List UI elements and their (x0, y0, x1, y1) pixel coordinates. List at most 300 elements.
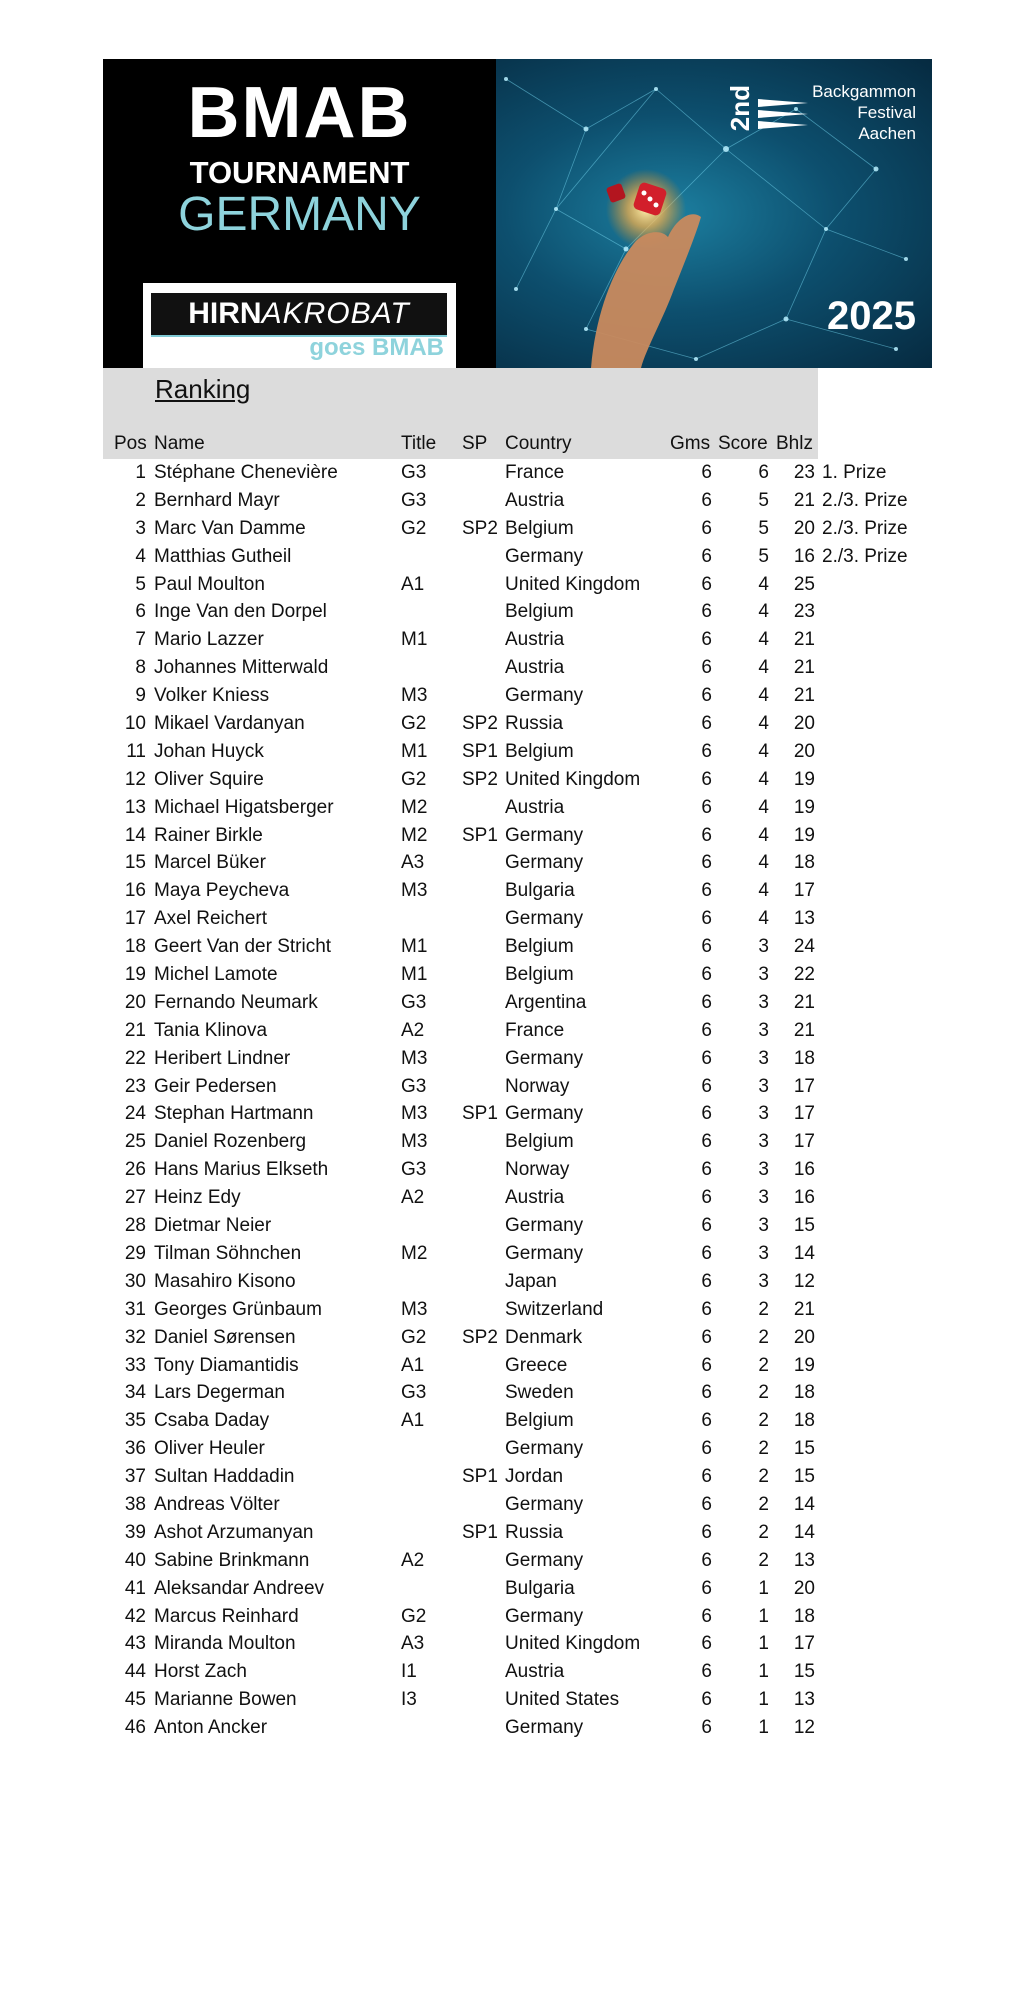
cell-bhlz: 20 (793, 517, 815, 539)
cell-country: Switzerland (505, 1298, 604, 1320)
cell-title: G2 (401, 768, 427, 790)
festival-line-1: Backgammon (812, 82, 916, 101)
cell-country: France (505, 1019, 565, 1041)
cell-bhlz: 17 (793, 1075, 815, 1097)
cell-score: 2 (758, 1326, 769, 1348)
cell-bhlz: 13 (793, 908, 815, 930)
cell-name: Tilman Söhnchen (154, 1242, 302, 1264)
cell-gms: 6 (701, 1466, 712, 1488)
cell-country: Germany (505, 1438, 584, 1460)
cell-score: 6 (758, 462, 769, 483)
cell-title: A1 (401, 1410, 425, 1432)
cell-score: 2 (758, 1466, 769, 1488)
cell-score: 4 (758, 852, 769, 874)
cell-score: 3 (758, 1131, 769, 1153)
cell-country: Sweden (505, 1382, 574, 1404)
cell-name: Heinz Edy (154, 1187, 241, 1209)
cell-gms: 6 (701, 1689, 712, 1711)
cell-score: 1 (758, 1633, 769, 1655)
cell-score: 3 (758, 1187, 769, 1209)
cell-sp: SP1 (462, 1103, 498, 1125)
cell-score: 2 (758, 1438, 769, 1460)
tournament-banner (103, 59, 932, 368)
cell-name: Stephan Hartmann (154, 1103, 314, 1125)
cell-name: Oliver Heuler (154, 1438, 265, 1460)
cell-pos: 24 (124, 1103, 146, 1125)
cell-prize: 2./3. Prize (822, 517, 908, 539)
cell-pos: 25 (124, 1131, 146, 1153)
cell-title: A3 (401, 852, 425, 874)
cell-country: Greece (505, 1354, 568, 1376)
cell-country: Belgium (505, 1410, 574, 1432)
cell-score: 5 (758, 489, 769, 511)
cell-title: G3 (401, 991, 427, 1013)
cell-name: Inge Van den Dorpel (154, 601, 327, 623)
cell-bhlz: 17 (793, 1131, 815, 1153)
cell-bhlz: 21 (793, 685, 815, 707)
cell-title: G3 (401, 489, 427, 511)
cell-bhlz: 25 (793, 573, 815, 595)
table-row (0, 1073, 1028, 1101)
cell-gms: 6 (701, 1717, 712, 1739)
column-header-gms: Gms (670, 433, 711, 454)
cell-bhlz: 23 (793, 601, 815, 623)
cell-pos: 22 (124, 1047, 146, 1069)
cell-score: 2 (758, 1521, 769, 1543)
cell-pos: 46 (124, 1717, 146, 1739)
cell-country: Germany (505, 1493, 584, 1515)
cell-gms: 6 (701, 489, 712, 511)
cell-gms: 6 (701, 685, 712, 707)
cell-score: 4 (758, 908, 769, 930)
cell-title: M3 (401, 1103, 428, 1125)
cell-pos: 32 (124, 1326, 146, 1348)
cell-country: Germany (505, 545, 584, 567)
cell-score: 2 (758, 1382, 769, 1404)
cell-prize: 1. Prize (822, 462, 887, 483)
cell-score: 4 (758, 768, 769, 790)
cell-bhlz: 22 (793, 964, 815, 986)
festival-logo (726, 81, 916, 141)
cell-name: Anton Ancker (154, 1717, 268, 1739)
cell-bhlz: 15 (793, 1466, 815, 1488)
cell-pos: 8 (135, 657, 146, 679)
cell-name: Fernando Neumark (154, 991, 318, 1013)
table-row (0, 905, 1028, 933)
cell-gms: 6 (701, 796, 712, 818)
cell-pos: 23 (124, 1075, 146, 1097)
cell-title: M1 (401, 740, 428, 762)
cell-bhlz: 15 (793, 1215, 815, 1237)
cell-gms: 6 (701, 657, 712, 679)
banner-logo-panel (103, 59, 496, 368)
cell-sp: SP2 (462, 1326, 498, 1348)
cell-country: Belgium (505, 964, 574, 986)
table-row (0, 1240, 1028, 1268)
cell-bhlz: 12 (793, 1270, 815, 1292)
cell-country: United Kingdom (505, 573, 641, 595)
cell-sp: SP1 (462, 824, 498, 846)
cell-score: 5 (758, 545, 769, 567)
cell-score: 3 (758, 1215, 769, 1237)
cell-score: 3 (758, 936, 769, 958)
cell-sp: SP1 (462, 1466, 498, 1488)
cell-pos: 12 (124, 768, 146, 790)
column-header-bhlz: Bhlz (776, 433, 813, 454)
cell-pos: 34 (124, 1382, 146, 1404)
cell-gms: 6 (701, 908, 712, 930)
table-row (0, 1519, 1028, 1547)
cell-pos: 7 (135, 629, 146, 651)
cell-score: 1 (758, 1689, 769, 1711)
cell-name: Paul Moulton (154, 573, 265, 595)
cell-score: 4 (758, 713, 769, 735)
cell-gms: 6 (701, 740, 712, 762)
table-row (0, 1547, 1028, 1575)
cell-sp: SP1 (462, 1521, 498, 1543)
table-row (0, 877, 1028, 905)
cell-gms: 6 (701, 1187, 712, 1209)
table-row (0, 654, 1028, 682)
cell-gms: 6 (701, 629, 712, 651)
cell-score: 4 (758, 880, 769, 902)
cell-title: M3 (401, 1298, 428, 1320)
cell-bhlz: 21 (793, 991, 815, 1013)
cell-gms: 6 (701, 768, 712, 790)
cell-score: 4 (758, 796, 769, 818)
cell-name: Oliver Squire (154, 768, 264, 790)
cell-score: 2 (758, 1354, 769, 1376)
table-row (0, 459, 1028, 487)
table-row (0, 1379, 1028, 1407)
country-label: GERMANY (178, 188, 421, 241)
cell-bhlz: 21 (793, 1298, 815, 1320)
cell-country: Belgium (505, 740, 574, 762)
cell-title: M3 (401, 880, 428, 902)
table-row (0, 1017, 1028, 1045)
cell-bhlz: 13 (793, 1549, 815, 1571)
cell-bhlz: 18 (793, 1410, 815, 1432)
cell-score: 4 (758, 573, 769, 595)
cell-gms: 6 (701, 713, 712, 735)
cell-title: A2 (401, 1019, 425, 1041)
cell-score: 1 (758, 1605, 769, 1627)
banner-image-panel (496, 59, 932, 368)
cell-title: M2 (401, 824, 428, 846)
cell-score: 1 (758, 1577, 769, 1599)
table-row (0, 1128, 1028, 1156)
cell-score: 1 (758, 1717, 769, 1739)
festival-line-2: Festival (857, 103, 916, 122)
column-header-pos: Pos (114, 433, 147, 454)
cell-name: Johan Huyck (154, 740, 264, 762)
table-row (0, 710, 1028, 738)
cell-country: Austria (505, 489, 565, 511)
cell-pos: 37 (124, 1466, 146, 1488)
cell-pos: 44 (124, 1661, 146, 1683)
cell-pos: 42 (124, 1605, 146, 1627)
cell-country: Austria (505, 796, 565, 818)
cell-sp: SP2 (462, 768, 498, 790)
cell-bhlz: 17 (793, 880, 815, 902)
cell-pos: 28 (124, 1215, 146, 1237)
table-row (0, 1686, 1028, 1714)
cell-pos: 31 (124, 1298, 146, 1320)
cell-pos: 1 (135, 462, 146, 483)
cell-gms: 6 (701, 1103, 712, 1125)
cell-title: A1 (401, 573, 425, 595)
cell-pos: 29 (124, 1242, 146, 1264)
cell-gms: 6 (701, 601, 712, 623)
cell-country: Belgium (505, 936, 574, 958)
cell-bhlz: 16 (793, 1187, 815, 1209)
cell-pos: 20 (124, 991, 146, 1013)
cell-gms: 6 (701, 545, 712, 567)
cell-title: G3 (401, 462, 427, 483)
cell-name: Ashot Arzumanyan (154, 1521, 314, 1543)
cell-bhlz: 18 (793, 1047, 815, 1069)
cell-country: Bulgaria (505, 880, 575, 902)
cell-pos: 5 (135, 573, 146, 595)
table-row (0, 822, 1028, 850)
cell-gms: 6 (701, 1075, 712, 1097)
cell-pos: 15 (124, 852, 146, 874)
cell-title: M1 (401, 629, 428, 651)
cell-bhlz: 19 (793, 768, 815, 790)
tournament-label: TOURNAMENT (189, 155, 410, 190)
cell-country: Germany (505, 824, 584, 846)
table-row (0, 626, 1028, 654)
cell-sp: SP1 (462, 740, 498, 762)
cell-score: 4 (758, 629, 769, 651)
cell-pos: 6 (135, 601, 146, 623)
cell-score: 3 (758, 991, 769, 1013)
table-row (0, 794, 1028, 822)
cell-prize: 2./3. Prize (822, 489, 908, 511)
sponsor-logo-bar (151, 293, 447, 337)
cell-pos: 16 (124, 880, 146, 902)
cell-pos: 4 (135, 545, 146, 567)
cell-country: Germany (505, 852, 584, 874)
cell-title: A2 (401, 1549, 425, 1571)
cell-name: Geir Pedersen (154, 1075, 277, 1097)
table-row (0, 961, 1028, 989)
table-row (0, 738, 1028, 766)
table-row (0, 1045, 1028, 1073)
cell-pos: 11 (126, 740, 146, 762)
table-row (0, 487, 1028, 515)
cell-bhlz: 12 (793, 1717, 815, 1739)
cell-country: France (505, 462, 565, 483)
cell-title: M2 (401, 796, 428, 818)
cell-bhlz: 20 (793, 1577, 815, 1599)
cell-bhlz: 16 (793, 1159, 815, 1181)
cell-country: Norway (505, 1075, 570, 1097)
cell-gms: 6 (701, 964, 712, 986)
cell-name: Sultan Haddadin (154, 1466, 295, 1488)
cell-score: 3 (758, 1159, 769, 1181)
cell-gms: 6 (701, 1131, 712, 1153)
table-row (0, 1296, 1028, 1324)
sponsor-logo-text (151, 295, 447, 333)
cell-bhlz: 14 (793, 1242, 815, 1264)
cell-country: Germany (505, 1215, 584, 1237)
table-row (0, 766, 1028, 794)
cell-pos: 19 (124, 964, 146, 986)
cell-name: Matthias Gutheil (154, 545, 292, 567)
cell-pos: 27 (124, 1187, 146, 1209)
sponsor-tagline: goes BMAB (309, 334, 444, 361)
cell-name: Rainer Birkle (154, 824, 263, 846)
table-row (0, 989, 1028, 1017)
table-row (0, 598, 1028, 626)
cell-score: 5 (758, 517, 769, 539)
cell-country: Germany (505, 1103, 584, 1125)
cell-bhlz: 21 (793, 489, 815, 511)
cell-gms: 6 (701, 1326, 712, 1348)
ranking-title: Ranking (155, 374, 251, 404)
cell-country: Austria (505, 629, 565, 651)
cell-bhlz: 14 (793, 1493, 815, 1515)
cell-name: Mario Lazzer (154, 629, 264, 651)
cell-name: Csaba Daday (154, 1410, 270, 1432)
cell-gms: 6 (701, 517, 712, 539)
cell-gms: 6 (701, 852, 712, 874)
cell-gms: 6 (701, 1019, 712, 1041)
column-header-title: Title (401, 433, 437, 454)
cell-pos: 26 (124, 1159, 146, 1181)
cell-gms: 6 (701, 1493, 712, 1515)
cell-name: Mikael Vardanyan (154, 713, 305, 735)
cell-name: Georges Grünbaum (154, 1298, 322, 1320)
cell-pos: 13 (124, 796, 146, 818)
cell-country: Russia (505, 1521, 564, 1543)
festival-name (812, 81, 916, 144)
cell-bhlz: 20 (793, 1326, 815, 1348)
cell-score: 3 (758, 1019, 769, 1041)
cell-title: G2 (401, 713, 427, 735)
cell-name: Andreas Völter (154, 1493, 280, 1515)
cell-name: Bernhard Mayr (154, 489, 280, 511)
cell-title: I3 (401, 1689, 417, 1711)
column-header-name: Name (154, 433, 205, 454)
cell-pos: 18 (124, 936, 146, 958)
cell-title: I1 (401, 1661, 417, 1683)
cell-sp: SP2 (462, 517, 498, 539)
cell-title: G2 (401, 1326, 427, 1348)
cell-bhlz: 21 (793, 1019, 815, 1041)
cell-gms: 6 (701, 991, 712, 1013)
table-row (0, 1156, 1028, 1184)
cell-score: 2 (758, 1493, 769, 1515)
cell-country: Norway (505, 1159, 570, 1181)
festival-ordinal: 2nd (725, 85, 755, 132)
cell-bhlz: 17 (793, 1103, 815, 1125)
sponsor-logo (143, 283, 456, 368)
cell-title: A2 (401, 1187, 425, 1209)
cell-country: Austria (505, 1661, 565, 1683)
cell-pos: 2 (135, 489, 146, 511)
cell-score: 3 (758, 1270, 769, 1292)
cell-score: 1 (758, 1661, 769, 1683)
cell-country: United States (505, 1689, 620, 1711)
cell-pos: 14 (124, 824, 146, 846)
cell-name: Daniel Sørensen (154, 1326, 296, 1348)
cell-score: 2 (758, 1410, 769, 1432)
cell-pos: 36 (124, 1438, 146, 1460)
cell-bhlz: 23 (793, 462, 815, 483)
column-header-score: Score (718, 433, 768, 454)
sponsor-name-part2: AKROBAT (261, 297, 410, 330)
cell-country: Austria (505, 657, 565, 679)
cell-country: Belgium (505, 517, 574, 539)
cell-bhlz: 16 (793, 545, 815, 567)
cell-gms: 6 (701, 1382, 712, 1404)
table-row (0, 1714, 1028, 1742)
backgammon-points-icon (758, 97, 808, 131)
cell-country: Belgium (505, 1131, 574, 1153)
table-row (0, 1184, 1028, 1212)
cell-name: Aleksandar Andreev (154, 1577, 325, 1599)
cell-name: Geert Van der Stricht (154, 936, 332, 958)
cell-name: Marcel Büker (154, 852, 266, 874)
cell-bhlz: 17 (793, 1633, 815, 1655)
cell-bhlz: 19 (793, 824, 815, 846)
cell-gms: 6 (701, 1047, 712, 1069)
cell-name: Tania Klinova (154, 1019, 268, 1041)
cell-name: Dietmar Neier (154, 1215, 272, 1237)
table-row (0, 543, 1028, 571)
cell-score: 2 (758, 1549, 769, 1571)
cell-sp: SP2 (462, 713, 498, 735)
cell-pos: 45 (124, 1689, 146, 1711)
cell-name: Marc Van Damme (154, 517, 306, 539)
cell-score: 3 (758, 1075, 769, 1097)
cell-country: United Kingdom (505, 1633, 641, 1655)
cell-gms: 6 (701, 880, 712, 902)
cell-gms: 6 (701, 1215, 712, 1237)
cell-name: Axel Reichert (154, 908, 267, 930)
cell-country: Denmark (505, 1326, 583, 1348)
cell-name: Michael Higatsberger (154, 796, 334, 818)
cell-gms: 6 (701, 1159, 712, 1181)
cell-name: Horst Zach (154, 1661, 247, 1683)
table-row (0, 1352, 1028, 1380)
cell-country: Germany (505, 685, 584, 707)
cell-gms: 6 (701, 1438, 712, 1460)
table-row (0, 1575, 1028, 1603)
cell-score: 4 (758, 685, 769, 707)
cell-pos: 17 (124, 908, 146, 930)
cell-title: G2 (401, 1605, 427, 1627)
cell-country: Japan (505, 1270, 557, 1292)
cell-pos: 9 (135, 685, 146, 707)
bmab-logo-text: BMAB (187, 73, 412, 153)
cell-pos: 38 (124, 1493, 146, 1515)
cell-bhlz: 18 (793, 1605, 815, 1627)
cell-gms: 6 (701, 1410, 712, 1432)
cell-gms: 6 (701, 936, 712, 958)
cell-country: Russia (505, 713, 564, 735)
table-row (0, 849, 1028, 877)
cell-gms: 6 (701, 1633, 712, 1655)
cell-country: Germany (505, 1605, 584, 1627)
cell-pos: 39 (124, 1521, 146, 1543)
cell-title: G2 (401, 517, 427, 539)
cell-gms: 6 (701, 1354, 712, 1376)
cell-name: Masahiro Kisono (154, 1270, 296, 1292)
cell-score: 3 (758, 1047, 769, 1069)
